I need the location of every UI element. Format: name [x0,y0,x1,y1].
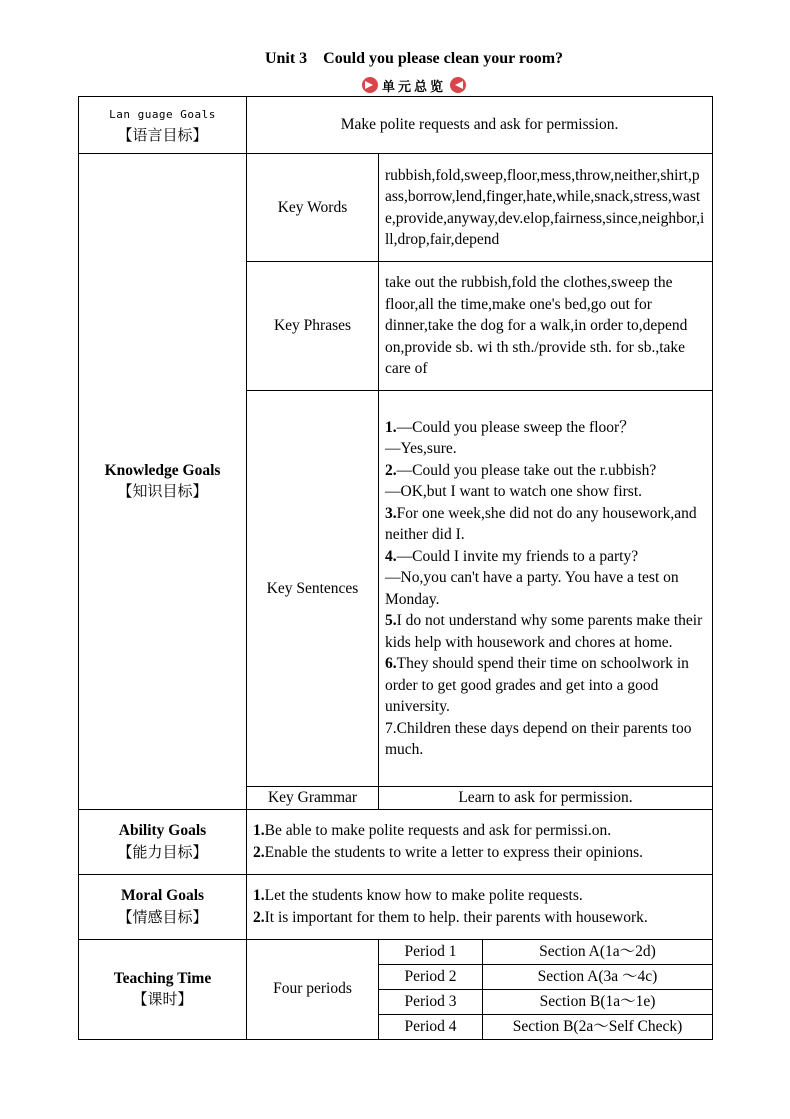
item-text: They should spend their time on schoolwork in order to get good grades and get into a good university. [385,655,689,715]
ability-goals-label [79,809,247,874]
item-number: 1. [253,822,265,839]
ability-goals-label-cn: 【能力目标】 [117,842,208,861]
language-goals-label-cn: 【语言目标】 [117,126,208,144]
key-phrases-content: take out the rubbish,fold the clothes,sweep the floor,all the time,make one's bed,go out for dinner,take the dog for a walk,in order to,depend on,provide sb. wi th sth./provide sth. for sb.,take care of [379,262,713,391]
knowledge-goals-label-en: Knowledge Goals [104,461,221,479]
key-sentences-label: Key Sentences [247,391,379,787]
language-goals-label [79,97,247,154]
list-item [385,610,706,653]
item-text: Enable the students to write a letter to express their opinions. [264,843,643,861]
item-text: —Could you please sweep the floor？ [396,418,635,436]
item-text: —Yes,sure. [385,440,457,457]
language-goals-content: Make polite requests and ask for permission. [247,97,713,154]
item-text: —Could you please take out the r.ubbish? [396,461,657,479]
item-text: Let the students know how to make polite requests. [264,887,583,904]
period-section: Section B(1a～1e) [483,989,713,1014]
moral-goals-label [79,874,247,939]
language-goals-label-en: Lan guage Goals [109,107,216,121]
moral-goals-row [79,874,713,939]
item-text: I do not understand why some parents make their kids help with housework and chores at home. [385,612,703,651]
ability-goals-content [247,809,713,874]
item-text: Be able to make polite requests and ask for permissi.on. [264,822,612,839]
item-number: 4. [385,547,397,565]
item-text: It is important for them to help. their parents with housework. [264,908,648,926]
item-number: 1. [385,418,397,436]
teaching-time-total: Four periods [247,939,379,1039]
key-sentences-content [379,391,713,787]
period-name: Period 3 [379,989,483,1014]
key-words-label: Key Words [247,154,379,262]
list-item [385,567,706,610]
list-item [385,481,706,503]
list-item [385,417,706,439]
list-item [385,718,706,761]
item-number: 3. [385,504,397,522]
teaching-time-label-en: Teaching Time [113,969,212,987]
list-item [253,842,706,864]
list-item [385,460,706,482]
list-item [385,653,706,718]
item-text: For one week,she did not do any housework,and neither did I. [385,504,697,543]
key-phrases-label: Key Phrases [247,262,379,391]
list-item [385,503,706,546]
period-section: Section A(3a ～4c) [483,964,713,989]
item-number: 6. [385,655,397,672]
period-section: Section B(2a～Self Check) [483,1014,713,1039]
period-name: Period 1 [379,939,483,964]
arrow-left-icon [450,77,466,93]
period-section: Section A(1a～2d) [483,939,713,964]
knowledge-goals-label [79,154,247,810]
banner-text: 单元总览 [381,79,446,95]
list-item [385,546,706,568]
page-title: Unit 3 Could you please clean your room? [264,50,564,67]
item-number: 5. [385,612,397,629]
arrow-right-icon [362,77,378,93]
section-banner [350,75,478,95]
key-grammar-label: Key Grammar [247,787,379,810]
key-words-row [79,154,713,262]
knowledge-goals-label-cn: 【知识目标】 [117,482,208,501]
list-item [253,885,706,907]
ability-goals-row [79,809,713,874]
item-text: 7.Children these days depend on their parents too much. [385,719,692,758]
unit-overview-table [78,96,713,1040]
key-grammar-content: Learn to ask for permission. [379,787,713,810]
item-number: 2. [385,461,397,479]
key-words-content: rubbish,fold,sweep,floor,mess,throw,neither,shirt,pass,borrow,lend,finger,hate,while,snack,stress,waste,provide,anyway,dev.elop,fairness,since,neighbor,ill,drop,fair,depend [379,154,713,262]
period-row [79,939,713,964]
teaching-time-label-cn: 【课时】 [132,990,193,1008]
list-item [253,820,706,842]
item-text: —OK,but I want to watch one show first. [385,483,642,500]
item-number: 2. [253,908,265,926]
period-name: Period 4 [379,1014,483,1039]
list-item [385,438,706,460]
moral-goals-content [247,874,713,939]
teaching-time-label [79,939,247,1039]
language-goals-row [79,97,713,154]
item-text: —Could I invite my friends to a party? [396,547,639,565]
moral-goals-label-cn: 【情感目标】 [117,907,208,926]
ability-goals-label-en: Ability Goals [118,822,207,839]
list-item [253,907,706,929]
period-name: Period 2 [379,964,483,989]
item-number: 1. [253,887,265,904]
moral-goals-label-en: Moral Goals [120,887,205,904]
item-number: 2. [253,843,265,861]
item-text: —No,you can't have a party. You have a test on Monday. [385,569,679,608]
